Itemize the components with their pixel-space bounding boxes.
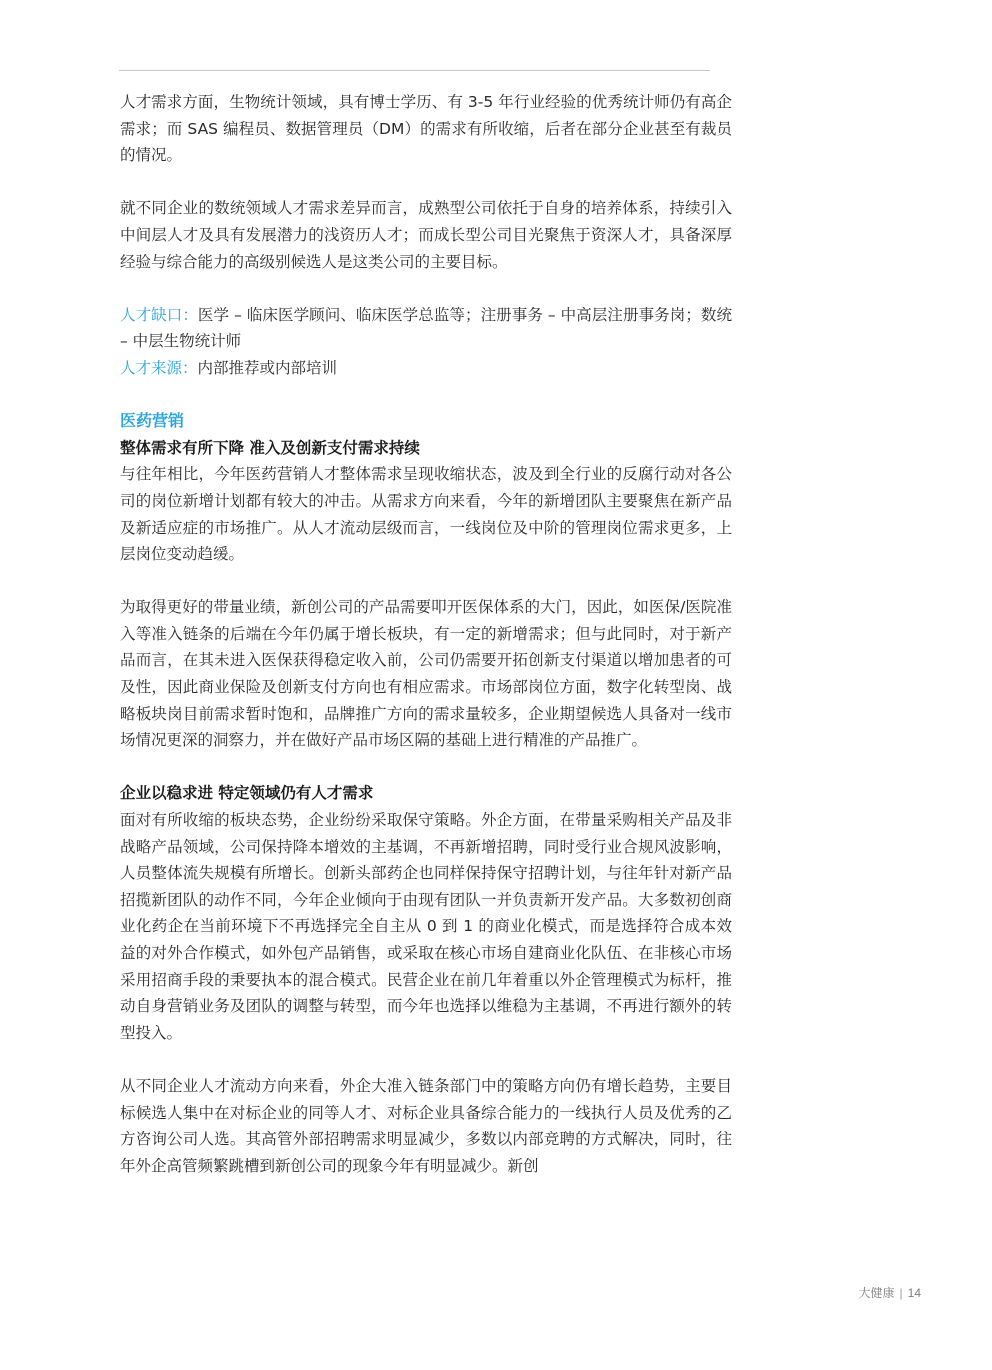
page-footer [859, 1284, 922, 1302]
paragraph-talent-flow: 从不同企业人才流动方向来看，外企大准入链条部门中的策略方向仍有增长趋势，主要目标候选人集中在对标企业的同等人才、对标企业具备综合能力的一线执行人员及优秀的乙方咨询公司人选。其高管外部招聘需求明显减少，多数以内部竞聘的方式解决，同时，往年外企高管频繁跳槽到新创公司的现象今年有明显减少。新创 [120, 1076, 732, 1175]
paragraph-marketing-overview: 与往年相比，今年医药营销人才整体需求呈现收缩状态，波及到全行业的反腐行动对各公司的岗位新增计划都有较大的冲击。从需求方向来看，今年的新增团队主要聚焦在新产品及新适应症的市场推广。从人才流动层级而言，一线岗位及中阶的管理岗位需求更多，上层岗位变动趋缓。 [120, 465, 732, 564]
talent-gap-line [120, 302, 732, 355]
paragraph-market-access: 为取得更好的带量业绩，新创公司的产品需要叩开医保体系的大门，因此，如医保/医院准入等准入链条的后端在今年仍属于增长板块，有一定的新增需求；但与此同时，对于新产品而言，在其未进入医保获得稳定收入前，公司仍需要开拓创新支付渠道以增加患者的可及性，因此商业保险及创新支付方向也有相应需求。市场部岗位方面，数字化转型岗、战略板块岗目前需求暂时饱和，品牌推广方向的需求量较多，企业期望候选人具备对一线市场情况更深的洞察力，并在做好产品市场区隔的基础上进行精准的产品推广。 [120, 598, 732, 750]
paragraph-biostat-demand: 人才需求方面，生物统计领域，具有博士学历、有 3-5 年行业经验的优秀统计师仍有高企需求；而 SAS 编程员、数据管理员（DM）的需求有所收缩，后者在部分企业甚至有裁员的情况。 [120, 93, 732, 165]
sub-heading-steady-progress: 企业以稳求进 特定领域仍有人才需求 [120, 784, 374, 803]
talent-gap-label: 人才缺口： [120, 305, 198, 324]
sub-heading-demand-decline: 整体需求有所下降 准入及创新支付需求持续 [120, 438, 420, 457]
footer-section-name: 大健康 [858, 1286, 895, 1300]
article-body [120, 89, 732, 1179]
talent-gap-value: 医学 – 临床医学顾问、临床医学总监等；注册事务 – 中高层注册事务岗；数统 – 中层生物统计师 [120, 305, 732, 351]
section-title: 医药营销 [120, 411, 185, 431]
footer-separator: | [899, 1286, 903, 1300]
paragraph-company-differences: 就不同企业的数统领域人才需求差异而言，成熟型公司依托于自身的培养体系，持续引入中间层人才及具有发展潜力的浅资历人才；而成长型公司目光聚焦于资深人才，具备深厚经验与综合能力的高级别候选人是这类公司的主要目标。 [120, 199, 732, 271]
header-divider [119, 70, 710, 71]
talent-source-line [120, 355, 732, 382]
paragraph-conservative-strategy: 面对有所收缩的板块态势，企业纷纷采取保守策略。外企方面，在带量采购相关产品及非战略产品领域，公司保持降本增效的主基调，不再新增招聘，同时受行业合规风波影响，人员整体流失规模有所增长。创新头部药企也同样保持保守招聘计划，与往年针对新产品招揽新团队的动作不同，今年企业倾向于由现有团队一并负责新开发产品。大多数初创商业化药企在当前环境下不再选择完全自主从 0 到 1 的商业化模式，而是选择符合成本效益的对外合作模式，如外包产品销售，或采取在核心市场自建商业化队伍、在非核心市场采用招商手段的秉要执本的混合模式。民营企业在前几年着重以外企管理模式为标杆，推动自身营销业务及团队的调整与转型，而今年也选择以维稳为主基调，不再进行额外的转型投入。 [120, 811, 732, 1042]
talent-source-value: 内部推荐或内部培训 [197, 358, 338, 377]
talent-source-label: 人才来源： [120, 358, 198, 377]
page-number: 14 [907, 1286, 921, 1300]
